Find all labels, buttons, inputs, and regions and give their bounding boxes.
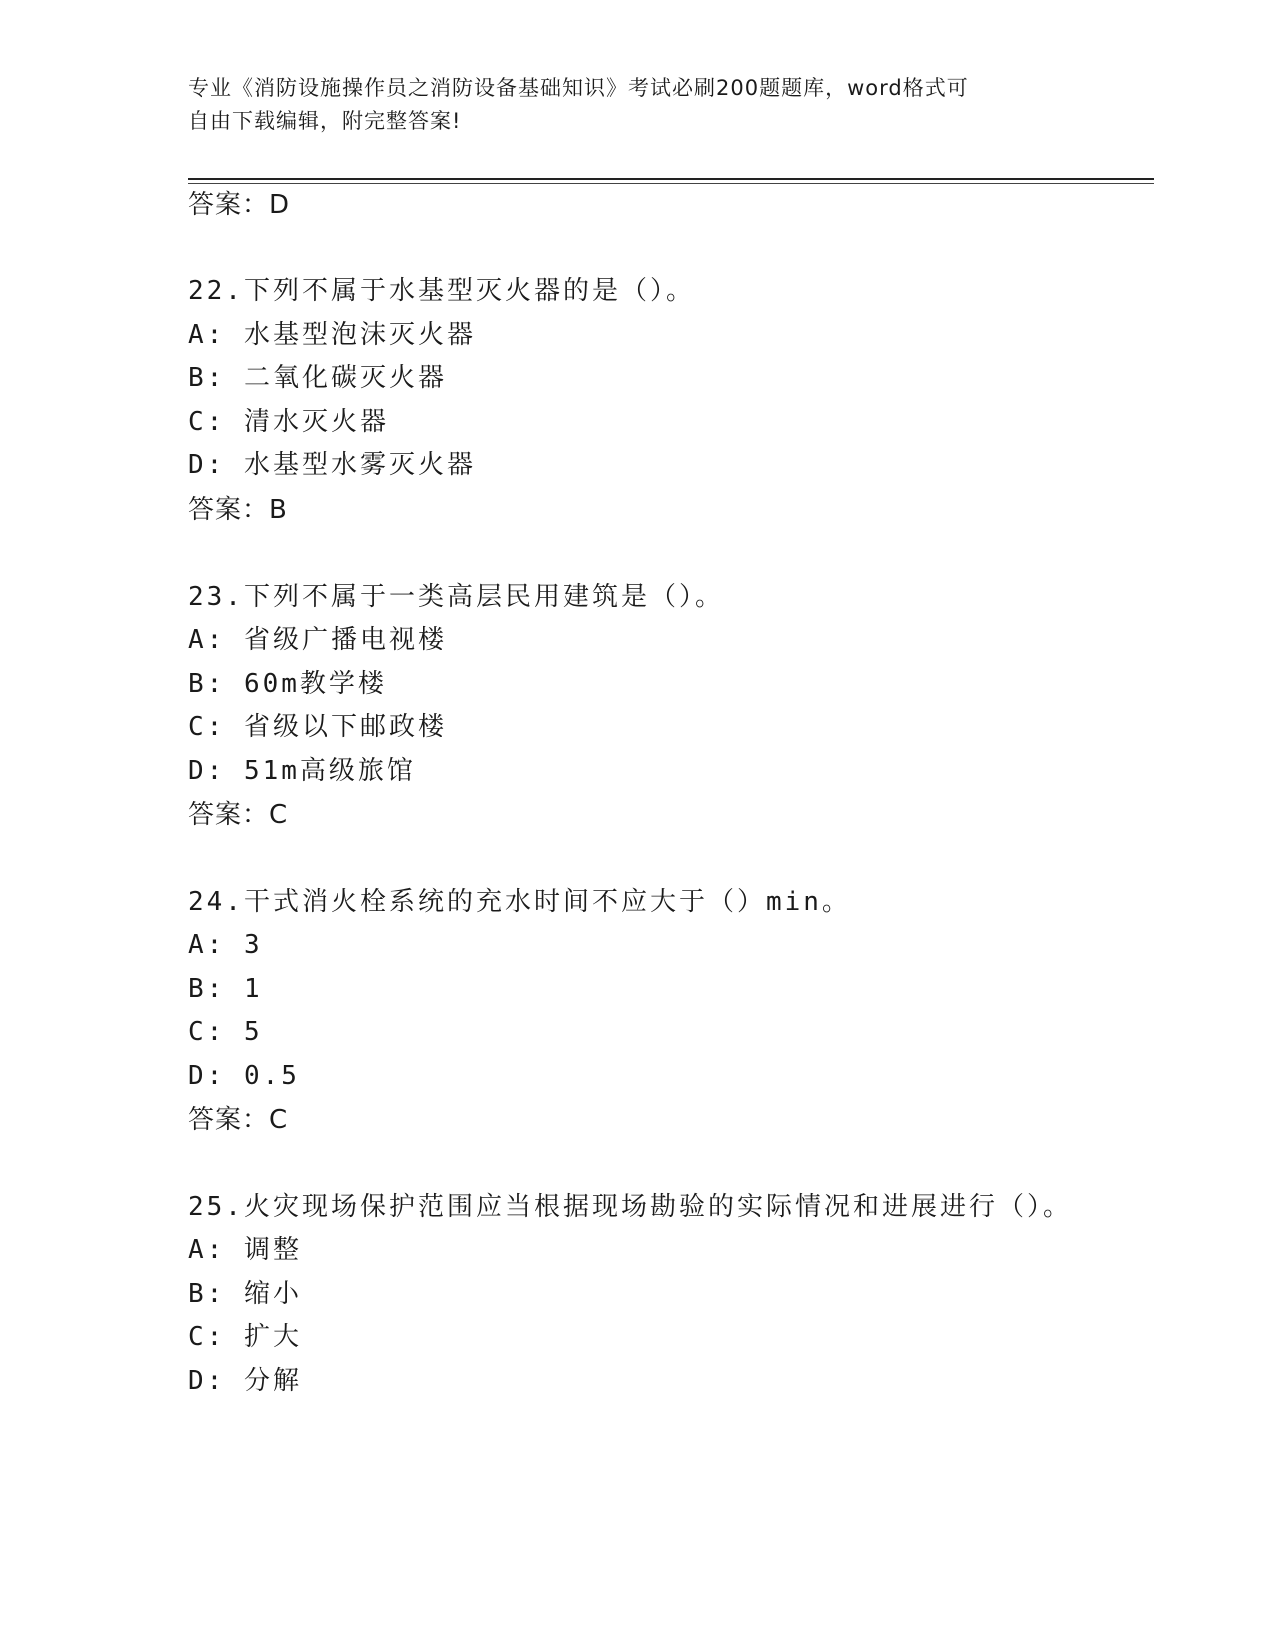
header-line-2: 自由下载编辑，附完整答案!	[188, 109, 462, 133]
question-25-option-b: B: 缩小	[188, 1279, 302, 1309]
question-23-stem: 23.下列不属于一类高层民用建筑是（）。	[188, 582, 724, 612]
question-24-option-b: B: 1	[188, 974, 263, 1004]
answer-23: 答案：C	[188, 800, 289, 830]
question-22-option-a: A: 水基型泡沫灭火器	[188, 320, 476, 350]
question-25-stem: 25.火灾现场保护范围应当根据现场勘验的实际情况和进展进行（）。	[188, 1192, 1072, 1222]
question-25-option-a: A: 调整	[188, 1235, 302, 1265]
answer-24: 答案：C	[188, 1105, 289, 1135]
page-header	[188, 72, 1068, 138]
header-line-1: 专业《消防设施操作员之消防设备基础知识》考试必刷200题题库，word格式可	[188, 76, 969, 100]
header-rule-thick	[188, 178, 1154, 180]
question-23-option-b: B: 60m教学楼	[188, 669, 387, 699]
question-25-option-c: C: 扩大	[188, 1322, 302, 1352]
answer-21: 答案：D	[188, 190, 291, 220]
question-22-stem: 22.下列不属于水基型灭火器的是（）。	[188, 276, 695, 306]
question-24-option-c: C: 5	[188, 1017, 263, 1047]
question-22-option-c: C: 清水灭火器	[188, 407, 389, 437]
question-23-option-a: A: 省级广播电视楼	[188, 625, 447, 655]
question-22-option-b: B: 二氧化碳灭火器	[188, 363, 447, 393]
answer-22: 答案：B	[188, 495, 288, 525]
question-25-option-d: D: 分解	[188, 1366, 302, 1396]
question-24-option-a: A: 3	[188, 930, 263, 960]
question-22-option-d: D: 水基型水雾灭火器	[188, 450, 476, 480]
header-rule-thin	[188, 183, 1154, 184]
question-23-option-c: C: 省级以下邮政楼	[188, 712, 447, 742]
question-23-option-d: D: 51m高级旅馆	[188, 756, 416, 786]
question-24-stem: 24.干式消火栓系统的充水时间不应大于（）min。	[188, 887, 851, 917]
question-24-option-d: D: 0.5	[188, 1061, 300, 1091]
